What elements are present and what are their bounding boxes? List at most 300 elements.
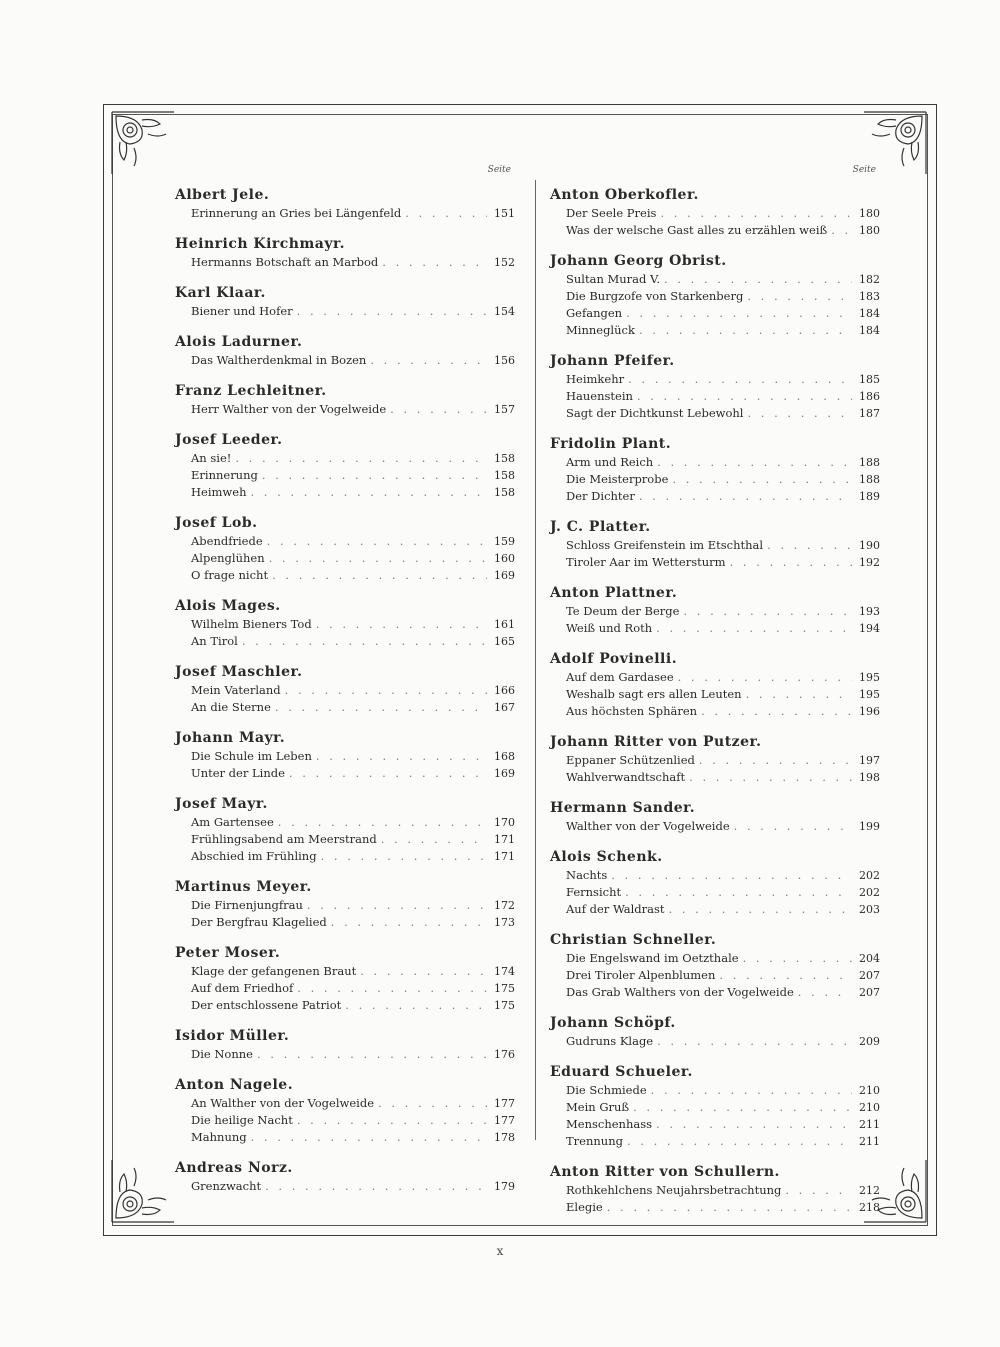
toc-entry — [550, 405, 880, 422]
toc-entry — [175, 352, 515, 369]
work-page: 187 — [859, 407, 880, 420]
work-page: 182 — [859, 273, 880, 286]
work-page: 175 — [494, 999, 515, 1012]
toc-list-left — [175, 185, 515, 1195]
work-page: 158 — [494, 452, 515, 465]
toc-column-left — [175, 165, 515, 1207]
work-page: 193 — [859, 605, 880, 618]
dot-leader — [246, 484, 487, 500]
dot-leader — [742, 686, 852, 702]
work-page: 183 — [859, 290, 880, 303]
toc-entry — [175, 567, 515, 584]
dot-leader — [341, 997, 487, 1013]
toc-entry — [550, 288, 880, 305]
work-page: 173 — [494, 916, 515, 929]
author-block — [550, 649, 880, 720]
toc-entry — [175, 533, 515, 550]
toc-entry — [175, 467, 515, 484]
work-page: 180 — [859, 207, 880, 220]
work-page: 169 — [494, 569, 515, 582]
work-title: Mein Vaterland — [191, 683, 281, 697]
work-title: Elegie — [566, 1200, 603, 1214]
work-page: 177 — [494, 1114, 515, 1127]
work-title: Mein Gruß — [566, 1100, 630, 1114]
corner-ornament-icon — [108, 1156, 178, 1226]
work-page: 211 — [859, 1118, 880, 1131]
work-page: 158 — [494, 469, 515, 482]
toc-entry — [175, 963, 515, 980]
author-name: Anton Nagele. — [175, 1077, 294, 1093]
toc-entry — [550, 205, 880, 222]
dot-leader — [253, 1046, 487, 1062]
dot-leader — [827, 222, 852, 238]
work-page: 195 — [859, 688, 880, 701]
toc-entry — [175, 831, 515, 848]
author-name: Johann Schöpf. — [550, 1015, 676, 1031]
dot-leader — [317, 848, 487, 864]
work-title: O frage nicht — [191, 568, 269, 582]
work-page: 207 — [859, 986, 880, 999]
dot-leader — [386, 401, 487, 417]
toc-entry — [175, 1178, 515, 1195]
author-block — [550, 583, 880, 637]
work-page: 210 — [859, 1101, 880, 1114]
toc-entry — [550, 1033, 880, 1050]
work-page: 156 — [494, 354, 515, 367]
author-block — [175, 596, 515, 650]
work-title: Arm und Reich — [566, 455, 654, 469]
toc-entry — [175, 616, 515, 633]
toc-entry — [550, 620, 880, 637]
toc-entry — [550, 1082, 880, 1099]
toc-entry — [550, 1182, 880, 1199]
author-name: Isidor Müller. — [175, 1028, 290, 1044]
work-title: Die Nonne — [191, 1047, 253, 1061]
toc-entry — [175, 814, 515, 831]
toc-column-right — [550, 165, 880, 1228]
author-name: Alois Mages. — [175, 598, 281, 614]
work-title: Fernsicht — [566, 885, 622, 899]
work-page: 194 — [859, 622, 880, 635]
dot-leader — [781, 1182, 852, 1198]
dot-leader — [293, 980, 487, 996]
dot-leader — [624, 371, 852, 387]
work-page: 184 — [859, 307, 880, 320]
author-block — [175, 185, 515, 222]
work-page: 180 — [859, 224, 880, 237]
author-name: Johann Georg Obrist. — [550, 253, 727, 269]
toc-entry — [550, 454, 880, 471]
dot-leader — [660, 271, 852, 287]
work-title: Die Meisterprobe — [566, 472, 669, 486]
work-title: Hermanns Botschaft an Marbod — [191, 255, 379, 269]
toc-entry — [550, 901, 880, 918]
toc-entry — [175, 633, 515, 650]
author-name: Anton Ritter von Schullern. — [550, 1164, 780, 1180]
author-name: Hermann Sander. — [550, 800, 696, 816]
work-title: Die Engelswand im Oetzthale — [566, 951, 739, 965]
toc-entry — [550, 950, 880, 967]
work-page: 154 — [494, 305, 515, 318]
work-page: 170 — [494, 816, 515, 829]
dot-leader — [366, 352, 487, 368]
author-block — [175, 1158, 515, 1195]
toc-entry — [175, 1095, 515, 1112]
dot-leader — [763, 537, 852, 553]
work-title: Tiroler Aar im Wettersturm — [566, 555, 726, 569]
dot-leader — [607, 867, 852, 883]
work-page: 212 — [859, 1184, 880, 1197]
work-title: Die Schule im Leben — [191, 749, 312, 763]
toc-entry — [550, 305, 880, 322]
author-block — [175, 943, 515, 1014]
author-block — [550, 517, 880, 571]
toc-entry — [175, 980, 515, 997]
work-page: 186 — [859, 390, 880, 403]
work-title: Abendfriede — [191, 534, 263, 548]
work-page: 175 — [494, 982, 515, 995]
author-block — [175, 283, 515, 320]
work-page: 167 — [494, 701, 515, 714]
author-name: Andreas Norz. — [175, 1160, 293, 1176]
author-block — [175, 877, 515, 931]
work-page: 157 — [494, 403, 515, 416]
author-block — [175, 381, 515, 418]
work-title: Klage der gefangenen Braut — [191, 964, 357, 978]
toc-entry — [550, 752, 880, 769]
author-name: Johann Ritter von Putzer. — [550, 734, 762, 750]
work-title: An Tirol — [191, 634, 238, 648]
toc-entry — [550, 1199, 880, 1216]
page-column-header: Seite — [487, 165, 511, 175]
author-name: Johann Pfeifer. — [550, 353, 675, 369]
work-page: 177 — [494, 1097, 515, 1110]
work-page: 151 — [494, 207, 515, 220]
author-block — [550, 847, 880, 918]
author-name: Albert Jele. — [175, 187, 270, 203]
work-page: 179 — [494, 1180, 515, 1193]
toc-entry — [175, 765, 515, 782]
author-block — [175, 1075, 515, 1146]
author-block — [175, 332, 515, 369]
author-name: Heinrich Kirchmayr. — [175, 236, 345, 252]
work-title: An Walther von der Vogelweide — [191, 1096, 375, 1110]
toc-entry — [550, 322, 880, 339]
toc-entry — [550, 669, 880, 686]
author-name: Johann Mayr. — [175, 730, 286, 746]
toc-entry — [175, 699, 515, 716]
dot-leader — [794, 984, 852, 1000]
work-title: Eppaner Schützenlied — [566, 753, 695, 767]
toc-entry — [550, 867, 880, 884]
dot-leader — [374, 1095, 487, 1111]
toc-entry — [550, 537, 880, 554]
dot-leader — [623, 1133, 852, 1149]
author-name: Eduard Schueler. — [550, 1064, 693, 1080]
dot-leader — [653, 1033, 852, 1049]
work-title: Aus höchsten Sphären — [566, 704, 698, 718]
dot-leader — [274, 814, 487, 830]
toc-list-right — [550, 185, 880, 1216]
dot-leader — [293, 1112, 487, 1128]
author-block — [550, 1013, 880, 1050]
toc-entry — [175, 401, 515, 418]
page-column-header: Seite — [852, 165, 876, 175]
page-number: x — [496, 1244, 504, 1258]
dot-leader — [603, 1199, 852, 1215]
toc-entry — [550, 488, 880, 505]
work-page: 168 — [494, 750, 515, 763]
toc-entry — [550, 703, 880, 720]
author-block — [550, 1162, 880, 1216]
toc-entry — [550, 884, 880, 901]
work-title: Rothkehlchens Neujahrsbetrachtung — [566, 1183, 782, 1197]
dot-leader — [653, 454, 852, 470]
dot-leader — [730, 818, 852, 834]
work-page: 209 — [859, 1035, 880, 1048]
author-name: Josef Lob. — [175, 515, 258, 531]
work-title: Der Seele Preis — [566, 206, 657, 220]
dot-leader — [679, 603, 852, 619]
work-title: Die Schmiede — [566, 1083, 647, 1097]
work-page: 211 — [859, 1135, 880, 1148]
work-title: Am Gartensee — [191, 815, 274, 829]
work-title: Mahnung — [191, 1130, 247, 1144]
author-block — [550, 930, 880, 1001]
work-title: Frühlingsabend am Meerstrand — [191, 832, 377, 846]
dot-leader — [356, 963, 487, 979]
dot-leader — [261, 1178, 487, 1194]
author-block — [550, 1062, 880, 1150]
work-title: Schloss Greifenstein im Etschthal — [566, 538, 764, 552]
toc-entry — [175, 914, 515, 931]
author-block — [550, 434, 880, 505]
toc-entry — [550, 1099, 880, 1116]
work-title: Heimkehr — [566, 372, 625, 386]
dot-leader — [674, 669, 852, 685]
toc-entry — [175, 205, 515, 222]
work-page: 202 — [859, 886, 880, 899]
dot-leader — [739, 950, 852, 966]
dot-leader — [743, 288, 852, 304]
work-title: Menschenhass — [566, 1117, 653, 1131]
work-page: 192 — [859, 556, 880, 569]
dot-leader — [743, 405, 852, 421]
toc-entry — [550, 967, 880, 984]
work-title: Der entschlossene Patriot — [191, 998, 342, 1012]
work-page: 171 — [494, 850, 515, 863]
dot-leader — [665, 901, 852, 917]
work-page: 159 — [494, 535, 515, 548]
work-title: Grenzwacht — [191, 1179, 262, 1193]
dot-leader — [238, 633, 487, 649]
work-page: 207 — [859, 969, 880, 982]
toc-entry — [550, 471, 880, 488]
column-divider — [535, 180, 536, 1140]
dot-leader — [327, 914, 487, 930]
dot-leader — [293, 303, 487, 319]
work-page: 172 — [494, 899, 515, 912]
toc-entry — [175, 450, 515, 467]
author-block — [175, 794, 515, 865]
toc-entry — [175, 997, 515, 1014]
dot-leader — [629, 1099, 852, 1115]
author-block — [175, 513, 515, 584]
work-title: Abschied im Frühling — [191, 849, 317, 863]
work-title: Walther von der Vogelweide — [566, 819, 730, 833]
toc-entry — [175, 1112, 515, 1129]
author-block — [550, 798, 880, 835]
work-title: Minneglück — [566, 323, 635, 337]
work-page: 188 — [859, 456, 880, 469]
work-page: 198 — [859, 771, 880, 784]
work-title: Wilhelm Bieners Tod — [191, 617, 312, 631]
author-name: Martinus Meyer. — [175, 879, 312, 895]
toc-entry — [550, 271, 880, 288]
toc-entry — [175, 1129, 515, 1146]
work-page: 195 — [859, 671, 880, 684]
dot-leader — [258, 467, 487, 483]
work-page: 152 — [494, 256, 515, 269]
work-page: 190 — [859, 539, 880, 552]
author-name: Peter Moser. — [175, 945, 281, 961]
dot-leader — [697, 703, 852, 719]
work-title: Der Bergfrau Klagelied — [191, 915, 327, 929]
author-block — [175, 728, 515, 782]
author-name: Fridolin Plant. — [550, 436, 672, 452]
dot-leader — [281, 682, 487, 698]
work-page: 176 — [494, 1048, 515, 1061]
work-page: 196 — [859, 705, 880, 718]
author-block — [175, 1026, 515, 1063]
work-page: 210 — [859, 1084, 880, 1097]
work-title: Das Waltherdenkmal in Bozen — [191, 353, 367, 367]
toc-entry — [550, 769, 880, 786]
work-title: Alpenglühen — [191, 551, 265, 565]
work-title: Hauenstein — [566, 389, 633, 403]
dot-leader — [635, 488, 852, 504]
work-title: Die heilige Nacht — [191, 1113, 293, 1127]
dot-leader — [271, 699, 487, 715]
work-page: 161 — [494, 618, 515, 631]
dot-leader — [378, 254, 487, 270]
toc-entry — [550, 818, 880, 835]
dot-leader — [377, 831, 487, 847]
author-name: J. C. Platter. — [550, 519, 651, 535]
toc-entry — [175, 748, 515, 765]
dot-leader — [285, 765, 487, 781]
toc-entry — [175, 550, 515, 567]
work-page: 166 — [494, 684, 515, 697]
author-block — [550, 351, 880, 422]
toc-entry — [175, 682, 515, 699]
work-title: Weshalb sagt ers allen Leuten — [566, 687, 742, 701]
dot-leader — [401, 205, 487, 221]
dot-leader — [668, 471, 852, 487]
author-name: Adolf Povinelli. — [550, 651, 678, 667]
author-name: Josef Leeder. — [175, 432, 283, 448]
work-title: Auf dem Gardasee — [566, 670, 674, 684]
work-title: Heimweh — [191, 485, 247, 499]
work-page: 204 — [859, 952, 880, 965]
work-title: Die Firnenjungfrau — [191, 898, 303, 912]
toc-entry — [550, 686, 880, 703]
work-title: Herr Walther von der Vogelweide — [191, 402, 387, 416]
author-name: Alois Ladurner. — [175, 334, 303, 350]
work-title: Auf der Waldrast — [566, 902, 665, 916]
work-title: An die Sterne — [191, 700, 271, 714]
author-block — [175, 662, 515, 716]
author-block — [550, 732, 880, 786]
toc-entry — [550, 222, 880, 239]
toc-entry — [175, 484, 515, 501]
dot-leader — [312, 616, 487, 632]
dot-leader — [695, 752, 852, 768]
dot-leader — [652, 620, 852, 636]
dot-leader — [265, 550, 487, 566]
toc-entry — [550, 371, 880, 388]
work-page: 218 — [859, 1201, 880, 1214]
work-title: Gefangen — [566, 306, 623, 320]
work-title: Gudruns Klage — [566, 1034, 654, 1048]
author-block — [550, 185, 880, 239]
work-title: An sie! — [191, 451, 232, 465]
toc-entry — [175, 303, 515, 320]
dot-leader — [622, 305, 852, 321]
work-title: Te Deum der Berge — [566, 604, 680, 618]
dot-leader — [633, 388, 852, 404]
dot-leader — [685, 769, 852, 785]
work-title: Erinnerung an Gries bei Längenfeld — [191, 206, 402, 220]
author-name: Josef Maschler. — [175, 664, 303, 680]
work-page: 188 — [859, 473, 880, 486]
dot-leader — [263, 533, 487, 549]
work-page: 165 — [494, 635, 515, 648]
author-name: Anton Plattner. — [550, 585, 678, 601]
work-title: Wahlverwandtschaft — [566, 770, 686, 784]
work-title: Drei Tiroler Alpenblumen — [566, 968, 716, 982]
work-page: 202 — [859, 869, 880, 882]
dot-leader — [247, 1129, 487, 1145]
author-block — [175, 234, 515, 271]
work-page: 199 — [859, 820, 880, 833]
dot-leader — [268, 567, 487, 583]
work-title: Sagt der Dichtkunst Lebewohl — [566, 406, 744, 420]
toc-entry — [550, 1116, 880, 1133]
dot-leader — [635, 322, 852, 338]
work-title: Biener und Hofer — [191, 304, 293, 318]
author-name: Christian Schneller. — [550, 932, 717, 948]
work-title: Die Burgzofe von Starkenberg — [566, 289, 744, 303]
toc-entry — [550, 1133, 880, 1150]
author-name: Franz Lechleitner. — [175, 383, 327, 399]
work-title: Sultan Murad V. — [566, 272, 661, 286]
toc-entry — [550, 554, 880, 571]
toc-entry — [175, 897, 515, 914]
work-title: Was der welsche Gast alles zu erzählen weiß — [566, 223, 828, 237]
work-title: Unter der Linde — [191, 766, 285, 780]
work-page: 185 — [859, 373, 880, 386]
dot-leader — [647, 1082, 852, 1098]
toc-entry — [550, 388, 880, 405]
work-page: 178 — [494, 1131, 515, 1144]
dot-leader — [312, 748, 487, 764]
work-title: Erinnerung — [191, 468, 258, 482]
author-block — [550, 251, 880, 339]
work-page: 169 — [494, 767, 515, 780]
work-page: 197 — [859, 754, 880, 767]
work-title: Trennung — [566, 1134, 623, 1148]
